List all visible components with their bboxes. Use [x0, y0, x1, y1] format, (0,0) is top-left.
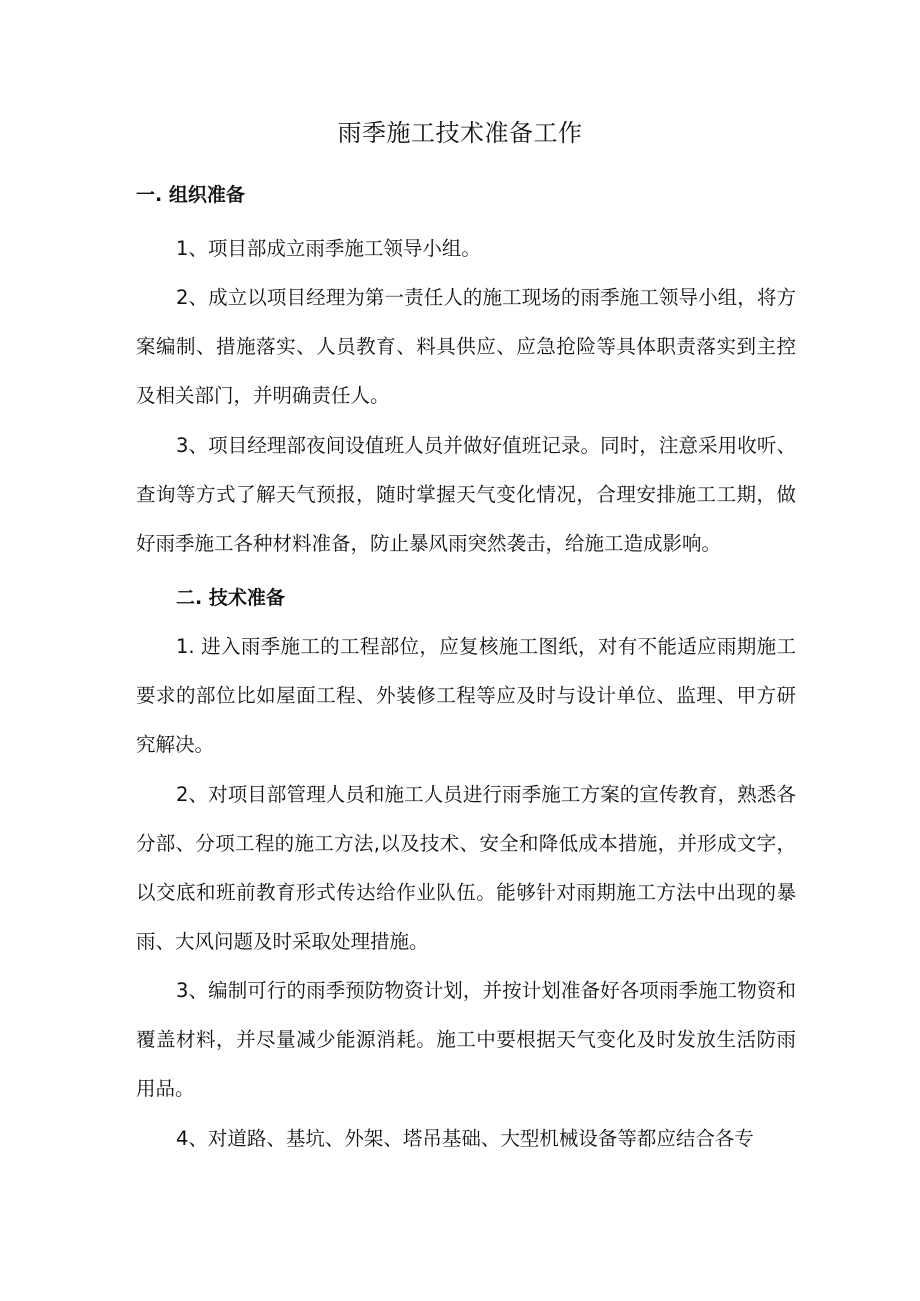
paragraph: 2、成立以项目经理为第一责任人的施工现场的雨季施工领导小组，将方案编制、措施落实、人员教育、料具供应、应急抢险等具体职责落实到主控及相关部门，并明确责任人。 [136, 286, 796, 407]
document-title: 雨季施工技术准备工作 [337, 119, 583, 147]
paragraph: 2、对项目部管理人员和施工人员进行雨季施工方案的宣传教育，熟悉各分部、分项工程的施工方法,以及技术、安全和降低成本措施，并形成文字，以交底和班前教育形式传达给作业队伍。能够针对雨期施工方法中出现的暴雨、大风问题及时采取处理措施。 [136, 783, 796, 953]
paragraph: 1、项目部成立雨季施工领导小组。 [176, 237, 481, 260]
paragraph: 1. 进入雨季施工的工程部位，应复核施工图纸，对有不能适应雨期施工要求的部位比如屋面工程、外装修工程等应及时与设计单位、监理、甲方研究解决。 [136, 635, 796, 756]
paragraph: 3、编制可行的雨季预防物资计划，并按计划准备好各项雨季施工物资和覆盖材料，并尽量减少能源消耗。施工中要根据天气变化及时发放生活防雨用品。 [136, 979, 796, 1100]
section-heading-organization: 一. 组织准备 [136, 184, 245, 206]
section-heading-technical: 二. 技术准备 [176, 587, 285, 609]
paragraph: 4、对道路、基坑、外架、塔吊基础、大型机械设备等都应结合各专 [176, 1127, 754, 1150]
paragraph: 3、项目经理部夜间设值班人员并做好值班记录。同时，注意采用收听、查询等方式了解天气预报，随时掌握天气变化情况，合理安排施工工期，做好雨季施工各种材料准备，防止暴风雨突然袭击，给施工造成影响。 [136, 434, 796, 555]
